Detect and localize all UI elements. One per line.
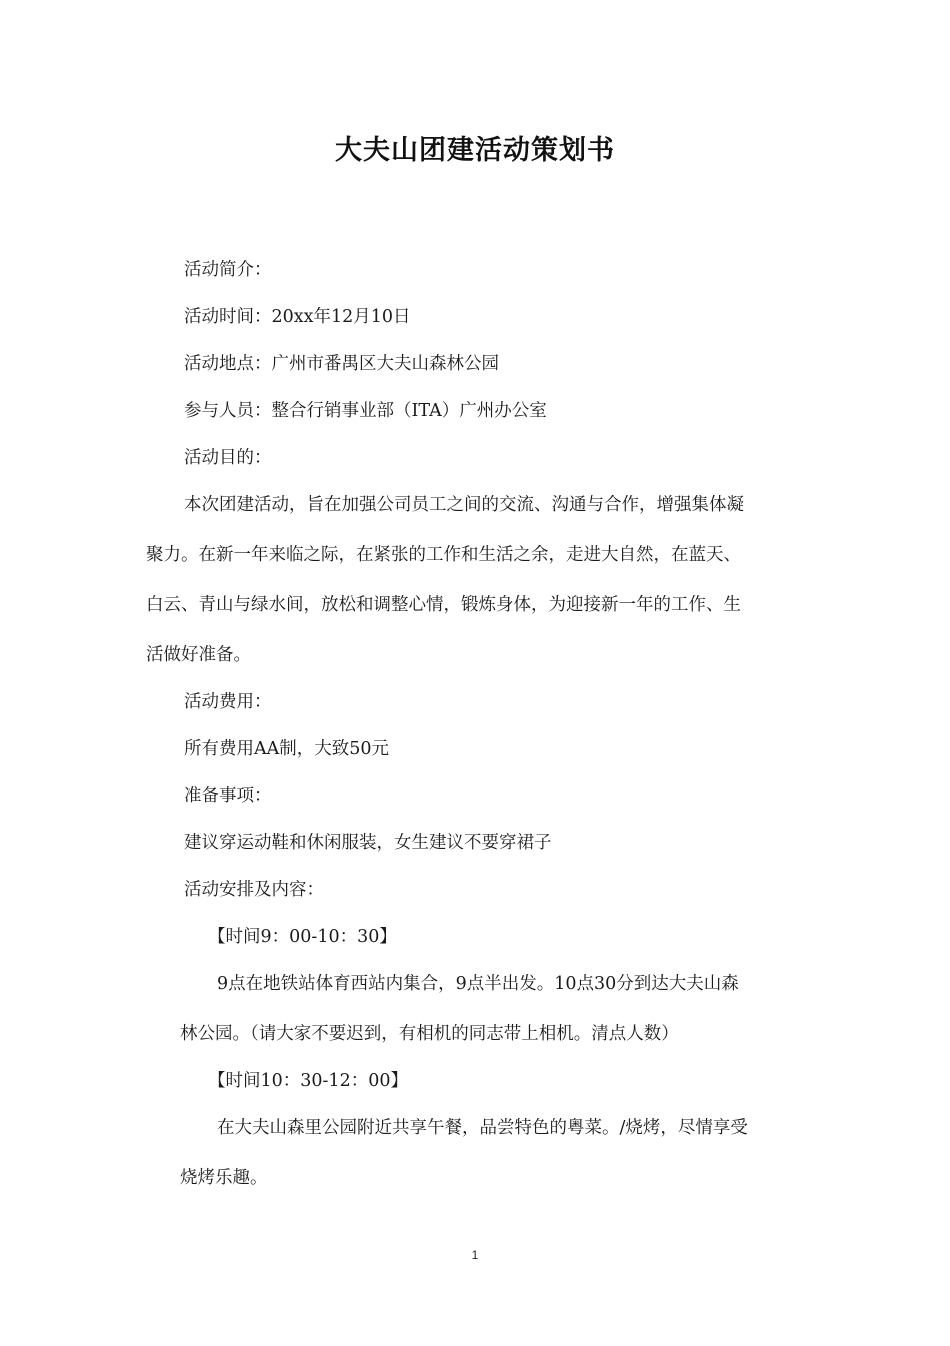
purpose-text-line-3: 白云、青山与绿水间，放松和调整心情，锻炼身体，为迎接新一年的工作、生: [146, 595, 741, 615]
preparation-text: 建议穿运动鞋和休闲服装，女生建议不要穿裙子: [184, 833, 552, 853]
time-slot-2-text-line-1: 在大夫山森里公园附近共享午餐，品尝特色的粤菜。/烧烤，尽情享受: [217, 1118, 748, 1138]
page-number: 1: [471, 1248, 479, 1262]
purpose-text-line-4: 活做好准备。: [146, 645, 251, 665]
time-slot-2-text-line-2: 烧烤乐趣。: [180, 1168, 268, 1188]
time-slot-1-heading: 【时间9：00-10：30】: [208, 927, 397, 947]
participants: 参与人员：整合行销事业部（ITA）广州办公室: [184, 401, 547, 421]
purpose-text-line-2: 聚力。在新一年来临之际，在紧张的工作和生活之余，走进大自然，在蓝天、: [146, 545, 741, 565]
activity-time: 活动时间：20xx年12月10日: [184, 307, 411, 327]
time-slot-2-heading: 【时间10：30-12：00】: [208, 1071, 408, 1091]
purpose-heading: 活动目的：: [184, 448, 272, 468]
cost-heading: 活动费用：: [184, 692, 272, 712]
time-slot-1-text-line-1: 9点在地铁站体育西站内集合，9点半出发。10点30分到达大夫山森: [217, 974, 739, 994]
preparation-heading: 准备事项：: [184, 786, 272, 806]
schedule-heading: 活动安排及内容：: [184, 880, 324, 900]
activity-location: 活动地点：广州市番禺区大夫山森林公园: [184, 354, 499, 374]
purpose-text-line-1: 本次团建活动，旨在加强公司员工之间的交流、沟通与合作，增强集体凝: [184, 495, 744, 515]
time-slot-1-text-line-2: 林公园。（请大家不要迟到，有相机的同志带上相机。清点人数）: [180, 1024, 679, 1044]
document-title: 大夫山团建活动策划书: [335, 135, 615, 166]
cost-text: 所有费用AA制，大致50元: [184, 739, 390, 759]
intro-heading: 活动简介：: [184, 260, 272, 280]
